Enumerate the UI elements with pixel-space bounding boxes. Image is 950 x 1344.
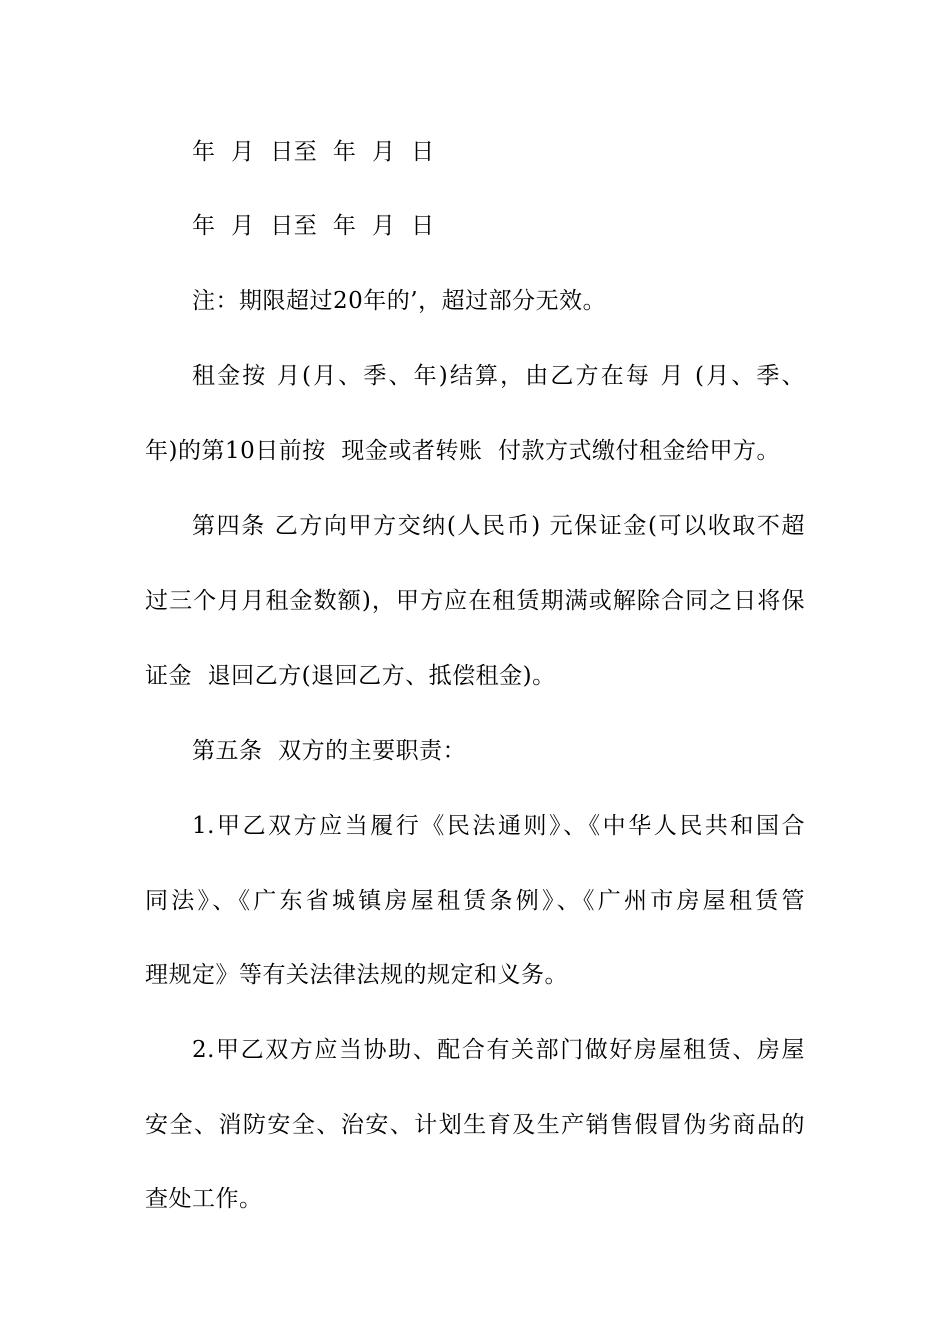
text-line-article4-3: 证金 退回乙方(退回乙方、抵偿租金)。 [145, 663, 556, 689]
text-line-article4-2: 过三个月月租金数额)，甲方应在租赁期满或解除合同之日将保 [145, 588, 805, 614]
text-line-item1-3: 理规定》等有关法律法规的规定和义务。 [145, 962, 568, 988]
text-line-item2-3: 查处工作。 [145, 1186, 263, 1212]
text-line-item2-1: 2.甲乙双方应当协助、配合有关部门做好房屋租赁、房屋 [192, 1037, 805, 1063]
text-line-date-range-2: 年 月 日至 年 月 日 [192, 213, 435, 239]
text-line-item1-2: 同法》、《广东省城镇房屋租赁条例》、《广州市房屋租赁管 [145, 888, 805, 914]
text-line-item2-2: 安全、消防安全、治安、计划生育及生产销售假冒伪劣商品的 [145, 1112, 805, 1138]
text-line-date-range-1: 年 月 日至 年 月 日 [192, 139, 435, 165]
text-line-note: 注：期限超过20年的’，超过部分无效。 [192, 288, 607, 314]
text-line-rent-1: 租金按 月(月、季、年)结算，由乙方在每 月 (月、季、 [192, 363, 805, 389]
text-line-rent-2: 年)的第10日前按 现金或者转账 付款方式缴付租金给甲方。 [145, 438, 780, 464]
text-line-item1-1: 1.甲乙双方应当履行《民法通则》、《中华人民共和国合 [192, 813, 805, 839]
text-line-article5-heading: 第五条 双方的主要职责： [192, 738, 467, 764]
text-line-article4-1: 第四条 乙方向甲方交纳(人民币) 元保证金(可以收取不超 [192, 513, 805, 539]
